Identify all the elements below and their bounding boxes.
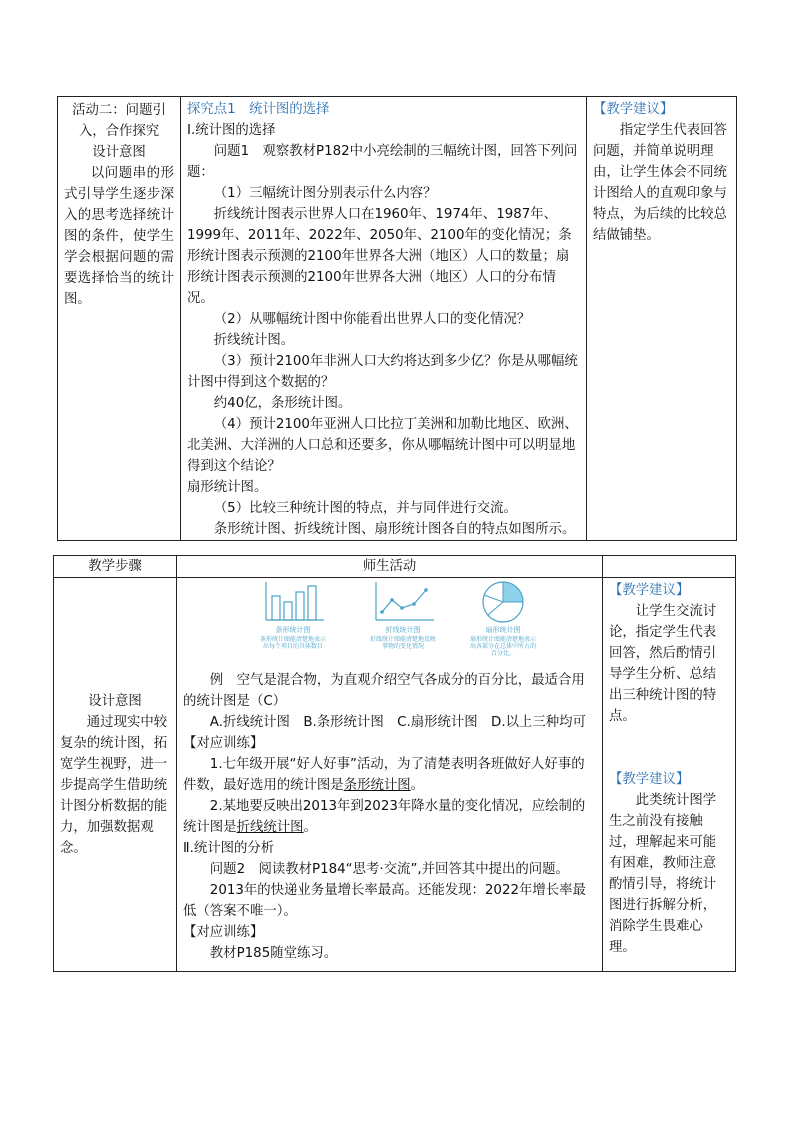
training-2-end: 。 <box>303 820 317 835</box>
content-line: （4）预计2100年亚洲人口比拉丁美洲和加勒比地区、欧洲、北美洲、大洋洲的人口总和还要多，你从哪幅统计图中可以明显地得到这个结论？ <box>187 417 578 474</box>
spacer <box>609 727 729 769</box>
bar-chart-desc: 条形统计图能清楚地表示出每个项目的具体数目 <box>259 636 326 650</box>
steps-right-cell <box>603 578 736 972</box>
training-2-text: 2.某地要反映出2013年到2023年降水量的变化情况，应绘制的统计图是 <box>183 799 586 835</box>
activity-content <box>187 99 581 540</box>
content-line: （1）三幅统计图分别表示什么内容？ <box>213 186 437 201</box>
question-2-answer: 2013年的快递业务量增长率最高。还能发现：2022年增长率最低（答案不唯一）。 <box>183 883 586 919</box>
teaching-tip-title: 【教学建议】 <box>593 102 674 117</box>
line-chart-caption: 折线统计图 <box>385 626 421 634</box>
content-line: 扇形统计图。 <box>187 480 268 495</box>
content-line: Ⅰ.统计图的选择 <box>187 123 276 138</box>
practice-text: 教材P185随堂练习。 <box>209 946 338 961</box>
header-activity: 师生活动 <box>177 556 603 578</box>
line-chart-desc: 折线统计图能清楚地反映事物的变化情况 <box>369 636 436 650</box>
question-2: 问题2 阅读教材P184“思考·交流”,并回答其中提出的问题。 <box>209 862 569 877</box>
content-line: （3）预计2100年非洲人口大约将达到多少亿？你是从哪幅统计图中得到这个数据的？ <box>187 354 578 390</box>
example-question: 例 空气是混合物，为直观介绍空气各成分的百分比，最适合用的统计图是（C） <box>183 673 585 709</box>
activity-left-cell <box>58 97 181 541</box>
bar-chart-figure <box>233 580 353 650</box>
training-1 <box>183 754 597 796</box>
content-line: 探究点1 统计图的选择 <box>187 102 330 117</box>
content-line: 条形统计图、折线统计图、扇形统计图各自的特点如图所示。 <box>213 522 576 537</box>
design-intent-label-2: 设计意图 <box>88 693 142 709</box>
design-intent-label: 设计意图 <box>92 145 146 160</box>
teaching-tip-text-3: 此类统计图学生之前没有接触过，理解起来可能有困难，教师注意酌情引导，将统计图进行拆解分析，消除学生畏难心理。 <box>609 793 717 955</box>
steps-table <box>53 555 736 972</box>
training-2 <box>183 796 597 838</box>
header-steps: 教学步骤 <box>54 556 177 578</box>
teaching-tip-text: 指定学生代表回答问题，并简单说明理由，让学生体会不同统计图给人的直观印象与特点，为后续的比较总结做铺垫。 <box>593 123 727 243</box>
design-intent-text: 以问题串的形式引导学生逐步深入的思考选择统计图的条件，使学生学会根据问题的需要选择恰当的统计图。 <box>64 166 174 307</box>
content-line: 约40亿，条形统计图。 <box>213 396 352 411</box>
training-2-answer: 折线统计图 <box>236 820 304 835</box>
activity-right-cell <box>587 97 737 541</box>
teaching-tip-title-2: 【教学建议】 <box>609 583 690 598</box>
teaching-tip-title-3: 【教学建议】 <box>609 772 690 787</box>
pie-chart-figure <box>443 580 563 657</box>
activity-mid-cell <box>181 97 587 541</box>
example-options: A.折线统计图 B.条形统计图 C.扇形统计图 D.以上三种均可 <box>209 715 586 730</box>
header-empty <box>603 556 736 578</box>
pie-chart-desc: 扇形统计图能清楚地表示出各部分在总体中所占的百分比。 <box>469 636 536 657</box>
design-intent-text-2: 通过现实中较复杂的统计图，拓宽学生视野，进一步提高学生借助统计图分析数据的能力，加强数据观念。 <box>60 714 168 856</box>
content-line: 折线统计图。 <box>213 333 295 348</box>
training-1-text: 1.七年级开展“好人好事”活动，为了清楚表明各班做好人好事的件数，最好选用的统计图是 <box>183 757 585 793</box>
line-chart-icon <box>368 580 438 624</box>
pie-chart-caption: 扇形统计图 <box>485 626 521 634</box>
activity-title: 活动二：问题引入，合作探究 <box>72 103 166 139</box>
training-1-answer: 条形统计图 <box>343 778 411 793</box>
training-1-end: 。 <box>410 778 425 793</box>
bar-chart-icon <box>258 580 328 624</box>
bar-chart-caption: 条形统计图 <box>275 626 311 634</box>
steps-mid-cell <box>177 578 603 972</box>
chart-illustrations <box>183 580 597 670</box>
content-line: （5）比较三种统计图的特点，并与同伴进行交流。 <box>213 501 517 516</box>
steps-left-cell <box>54 578 177 972</box>
training-title-2: 【对应训练】 <box>183 925 264 940</box>
pie-chart-icon <box>468 580 538 624</box>
activity-table <box>57 96 737 541</box>
content-line: 折线统计图表示世界人口在1960年、1974年、1987年、1999年、2011年、2022年、2050年、2100年的变化情况；条形统计图表示预测的2100年世界各大洲（地区）人口的数量；扇形统计图表示预测的2100年世界各大洲（地区）人口的分布情况。 <box>187 207 572 306</box>
section-2-title: Ⅱ.统计图的分析 <box>183 841 275 856</box>
content-line: 问题1 观察教材P182中小亮绘制的三幅统计图，回答下列问题： <box>187 144 578 180</box>
training-title: 【对应训练】 <box>183 736 264 751</box>
teaching-tip-text-2: 让学生交流讨论，指定学生代表回答，然后酌情引导学生分析、总结出三种统计图的特点。 <box>609 604 717 724</box>
content-line: （2）从哪幅统计图中你能看出世界人口的变化情况？ <box>213 312 531 327</box>
